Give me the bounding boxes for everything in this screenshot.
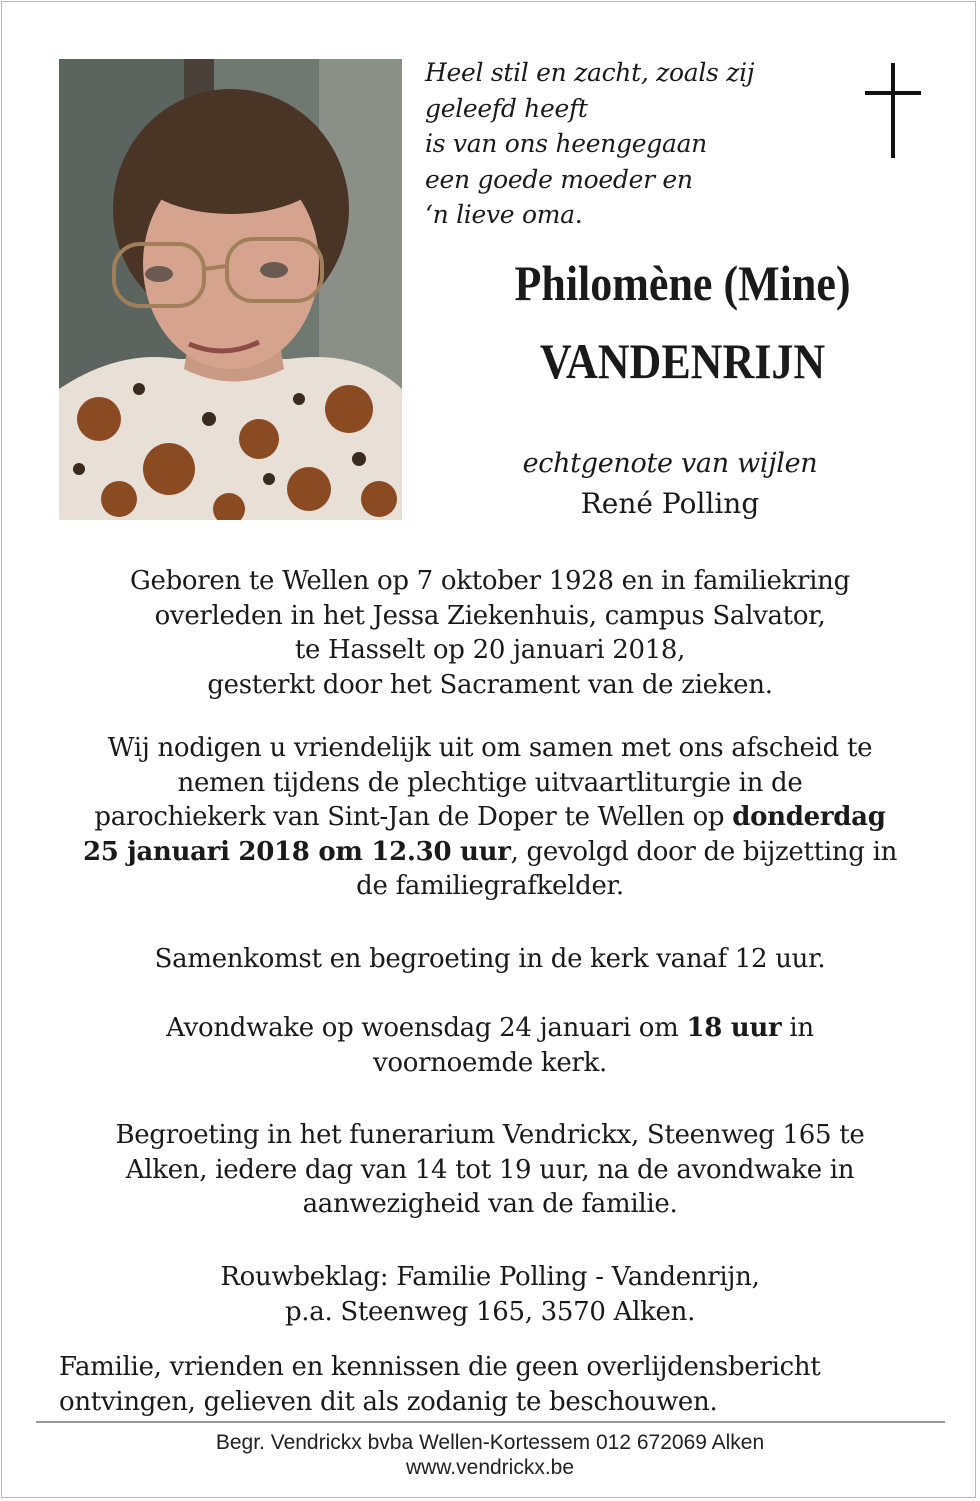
condolences-paragraph: [40, 1260, 940, 1329]
poem: [425, 55, 845, 233]
footer-website-link[interactable]: www.vendrickx.be: [405, 1456, 575, 1479]
cross-icon: [865, 63, 921, 158]
deceased-last-name: VANDENRIJN: [539, 333, 826, 389]
notice-paragraph: [59, 1350, 929, 1419]
paragraph-line: Begroeting in het funerarium Vendrickx, Steenweg 165 te: [115, 1120, 865, 1150]
deceased-first-name: Philomène (Mine): [514, 255, 851, 311]
funeral-paragraph: [40, 731, 940, 904]
paragraph-line: p.a. Steenweg 165, 3570 Alken.: [284, 1296, 696, 1327]
text-span: parochiekerk van Sint-Jan de Doper te Wellen op: [94, 802, 733, 832]
paragraph-line: overleden in het Jessa Ziekenhuis, campus Salvator,: [154, 600, 826, 631]
paragraph-line: nemen tijdens de plechtige uitvaartliturgie in de: [177, 767, 803, 798]
poem-line: een goede moeder en: [425, 164, 693, 194]
poem-line: ‘n lieve oma.: [425, 200, 583, 229]
poem-line: geleefd heeft: [425, 93, 588, 123]
paragraph-line: Samenkomst en begroeting in de kerk vanaf 12 uur.: [154, 944, 826, 974]
paragraph-line: Geboren te Wellen op 7 oktober 1928 en in familiekring: [130, 566, 850, 596]
text-span: , gevolgd door de bijzetting in: [510, 836, 898, 867]
paragraph-line: [40, 1011, 940, 1046]
vigil-paragraph: [40, 1011, 940, 1080]
paragraph-line: Rouwbeklag: Familie Polling - Vandenrijn,: [220, 1262, 760, 1292]
footer-divider: [36, 1421, 945, 1423]
paragraph-line: [40, 800, 940, 835]
paragraph-line: [40, 835, 940, 870]
paragraph-line: te Hasselt op 20 januari 2018,: [294, 635, 686, 665]
paragraph-line: gesterkt door het Sacrament van de zieken.: [207, 669, 773, 700]
spouse-label: echtgenote van wijlen: [522, 448, 818, 479]
portrait-photo: [59, 59, 402, 520]
vigil-time: 18 uur: [686, 1013, 782, 1043]
gathering-paragraph: [40, 942, 940, 977]
poem-line: is van ons heengegaan: [425, 129, 707, 158]
funeral-datetime: 25 januari 2018 om 12.30 uur: [82, 836, 511, 867]
text-span: Avondwake op woensdag 24 januari om: [166, 1013, 687, 1043]
poem-line: Heel stil en zacht, zoals zij: [425, 58, 755, 87]
paragraph-line: ontvingen, gelieven dit als zodanig te beschouwen.: [59, 1386, 718, 1417]
spouse-name: René Polling: [580, 487, 760, 520]
visitation-paragraph: [40, 1118, 940, 1222]
paragraph-line: de familiegrafkelder.: [356, 871, 624, 901]
paragraph-line: Familie, vrienden en kennissen die geen overlijdensbericht: [59, 1352, 821, 1382]
footer-undertaker: Begr. Vendrickx bvba Wellen-Kortessem 012 672069 Alken: [215, 1431, 765, 1454]
paragraph-line: aanwezigheid van de familie.: [302, 1189, 678, 1219]
birth-death-paragraph: [40, 564, 940, 702]
funeral-day: donderdag: [732, 802, 886, 832]
paragraph-line: Alken, iedere dag van 14 tot 19 uur, na de avondwake in: [125, 1154, 855, 1185]
paragraph-line: voornoemde kerk.: [373, 1047, 607, 1078]
paragraph-line: Wij nodigen u vriendelijk uit om samen met ons afscheid te: [107, 733, 873, 763]
text-span: in: [781, 1013, 814, 1043]
